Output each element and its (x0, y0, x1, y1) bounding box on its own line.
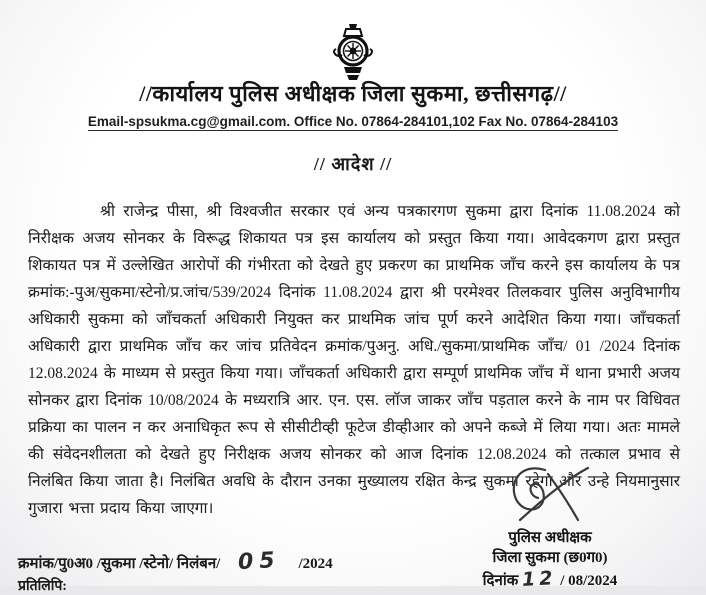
serial-prefix: क्रमांक/पु0अ0 /सुकमा /स्टेनो/ निलंबन/ (18, 556, 221, 572)
police-crest-icon (314, 22, 392, 84)
signatory-district: जिला सुकमा (छ0ग0) (492, 550, 608, 566)
office-title: //कार्यालय पुलिस अधीक्षक जिला सुकमा, छत्तीसगढ़// (139, 81, 567, 106)
serial-suffix: /2024 (298, 556, 333, 572)
order-body-paragraph: श्री राजेन्द्र पीसा, श्री विश्वजीत सरकार एवं अन्य पत्रकारगण सुकमा द्वारा दिनांक 11.08.2024 को निरीक्षक अजय सोनकर के विरूद्ध शिकायत पत्र इस कार्यालय को प्रस्तुत किया गया। आवेदकगण द्वारा प्रस्तुत शिकायत पत्र में उल्लेखित आरोपों की गंभीरता को देखते हुए प्रकरण का प्राथमिक जाँच करने इस कार्यालय के पत्र क्रमांक:-पुअ/सुकमा/स्टेनो/प्र.जांच/539/2024 दिनांक 11.08.2024 द्वारा श्री परमेश्वर तिलकवार पुलिस अनुविभागीय अधिकारी सुकमा को जाँचकर्ता अधिकारी नियुक्त कर प्राथमिक जांच पूर्ण करने आदेशित किया गया। जाँचकर्ता अधिकारी द्वारा प्राथमिक जाँच कर जांच प्रतिवेदन क्रमांक/पुअनु. अधि./सुकमा/प्राथमिक जाँच/ 01 /2024 दिनांक 12.08.2024 के माध्यम से प्रस्तुत किया गया। जाँचकर्ता अधिकारी द्वारा सम्पूर्ण प्राथमिक जाँच में थाना प्रभारी अजय सोनकर द्वारा दिनांक 10/08/2024 के मध्यरात्रि आर. एन. एस. लॉज जाकर जाँच पड़ताल करने के नाम पर विधिवत प्रक्रिया का पालन न कर अनाधिकृत रूप से सीसीटीव्ही फूटेज डीव्हीआर को अपने कब्जे में लिया गया। अतः मामले की संवेदनशीलता को देखते हुए निरीक्षक अजय सोनकर को आज दिनांक 12.08.2024 को तत्काल प्रभाव से निलंबित किया जाता है। निलंबित अवधि के दौरान उनका मुख्यालय रक्षित केन्द्र सुकमा रहेगा और उन्हे नियमानुसार गुजारा भत्ता प्रदाय किया जाएगा। (28, 203, 680, 517)
order-heading: // आदेश // (313, 154, 393, 174)
emblem-container (0, 22, 706, 84)
signature-date (430, 568, 670, 590)
signature-icon (490, 462, 610, 532)
date-day-handwritten: 12 (521, 567, 558, 591)
signature-block (430, 462, 670, 590)
serial-number-handwritten: 05 (237, 547, 282, 576)
signatory-designation: पुलिस अधीक्षक (508, 530, 592, 546)
contact-line-container (0, 113, 706, 131)
contact-line: Email-spsukma.cg@gmail.com. Office No. 07864-284101,102 Fax No. 07864-284103 (87, 114, 619, 129)
date-label: दिनांक (482, 573, 519, 589)
footer-serial-line (18, 549, 333, 574)
copy-distribution-label: प्रतिलिपि: (18, 579, 67, 594)
date-rest: / 08/2024 (560, 573, 618, 589)
